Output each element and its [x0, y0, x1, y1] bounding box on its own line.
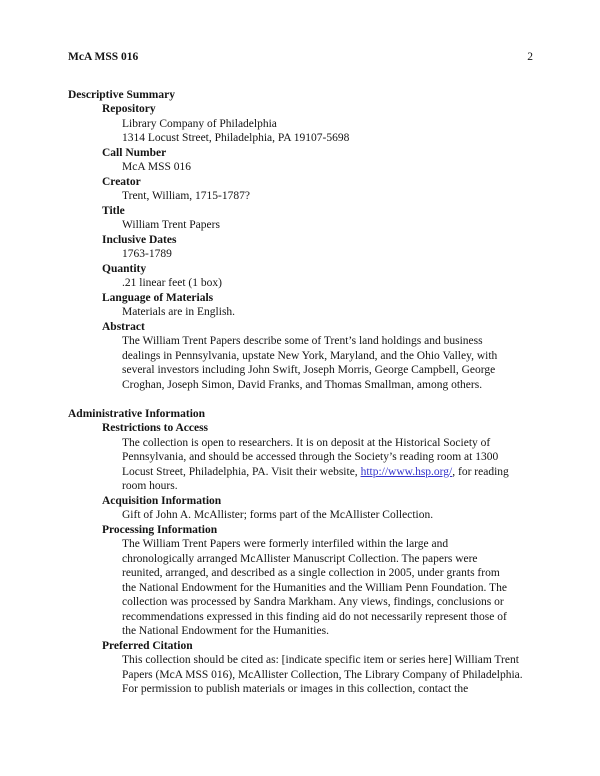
text-line: Trent, William, 1715-1787?	[122, 190, 250, 202]
text-line: Gift of John A. McAllister; forms part of the McAllister Collection.	[122, 509, 434, 521]
text-line: recommendations expressed in this finding aid do not necessarily represent those of	[122, 610, 507, 623]
text-line: The William Trent Papers were formerly interfiled within the large and	[122, 538, 449, 550]
text-line: room hours.	[122, 480, 178, 492]
text-line: several investors including John Swift, Joseph Morris, George Campbell, George	[122, 364, 496, 376]
text-line: dealings in Pennsylvania, upstate New York, Maryland, and the Ohio Valley, with	[122, 349, 498, 362]
text-line: This collection should be cited as: [indicate specific item or series here] William Trent	[122, 654, 519, 666]
page-header	[68, 50, 533, 65]
field-label-acquisition: Acquisition Information	[102, 494, 222, 507]
field-value-creator	[68, 189, 533, 204]
text-line: 1763-1789	[122, 248, 172, 260]
hsp-website-link[interactable]: http://www.hsp.org/	[360, 465, 453, 478]
text-line: the National Endowment for the Humanities.	[122, 625, 329, 637]
field-value-preferred-citation	[68, 653, 533, 697]
text-line: Croghan, Joseph Simon, David Franks, and Thomas Smallman, among others.	[122, 378, 483, 391]
text-line: 1314 Locust Street, Philadelphia, PA 19107-5698	[122, 132, 350, 144]
field-value-call-number	[68, 160, 533, 175]
section-title: Descriptive Summary	[68, 88, 175, 101]
field-label-language: Language of Materials	[102, 291, 214, 304]
field-label-preferred-citation: Preferred Citation	[102, 639, 193, 652]
field-label-processing: Processing Information	[102, 523, 218, 536]
text-line: collection was processed by Sandra Markham. Any views, findings, conclusions or	[122, 596, 504, 608]
field-value-abstract	[68, 334, 533, 392]
field-label-repository: Repository	[102, 103, 156, 115]
field-value-restrictions	[68, 436, 533, 494]
text-line: The collection is open to researchers. It is on deposit at the Historical Society of	[122, 436, 491, 449]
text-line: For permission to publish materials or images in this collection, contact the	[122, 683, 469, 695]
text-line: the National Endowment for the Humanities and the William Penn Foundation. The	[122, 581, 507, 594]
text-segment: , for reading	[452, 465, 509, 478]
text-line: McA MSS 016	[122, 161, 192, 173]
field-value-processing	[68, 537, 533, 639]
text-line: .21 linear feet (1 box)	[122, 277, 222, 289]
text-line: Papers (McA MSS 016), McAllister Collection, The Library Company of Philadelphia.	[122, 668, 523, 681]
section-descriptive-summary	[68, 88, 533, 393]
field-label-creator: Creator	[102, 175, 141, 188]
document-id: McA MSS 016	[68, 51, 139, 63]
text-line: Pennsylvania, and should be accessed through the Society’s reading room at 1300	[122, 451, 499, 463]
field-value-repository	[68, 117, 533, 146]
text-line: reunited, arranged, and described as a single collection in 2005, under grants from	[122, 567, 500, 579]
field-value-title	[68, 218, 533, 233]
text-line: William Trent Papers	[122, 219, 220, 231]
text-line-with-link	[122, 465, 533, 480]
page-number: 2	[527, 51, 533, 63]
section-title: Administrative Information	[68, 407, 206, 420]
field-value-acquisition	[68, 508, 533, 523]
text-line: Library Company of Philadelphia	[122, 117, 277, 130]
text-line: chronologically arranged McAllister Manuscript Collection. The papers were	[122, 552, 478, 565]
field-label-abstract: Abstract	[102, 320, 145, 333]
field-label-restrictions: Restrictions to Access	[102, 422, 209, 434]
field-label-call-number: Call Number	[102, 146, 167, 159]
field-label-title: Title	[102, 204, 125, 217]
field-value-inclusive-dates	[68, 247, 533, 262]
field-label-inclusive-dates: Inclusive Dates	[102, 233, 177, 246]
text-segment: Locust Street, Philadelphia, PA. Visit their website,	[122, 465, 361, 478]
text-line: The William Trent Papers describe some of Trent’s land holdings and business	[122, 335, 483, 347]
field-value-language	[68, 305, 533, 320]
text-line: Materials are in English.	[122, 306, 236, 318]
section-administrative-information	[68, 407, 533, 697]
field-value-quantity	[68, 276, 533, 291]
field-label-quantity: Quantity	[102, 262, 147, 275]
